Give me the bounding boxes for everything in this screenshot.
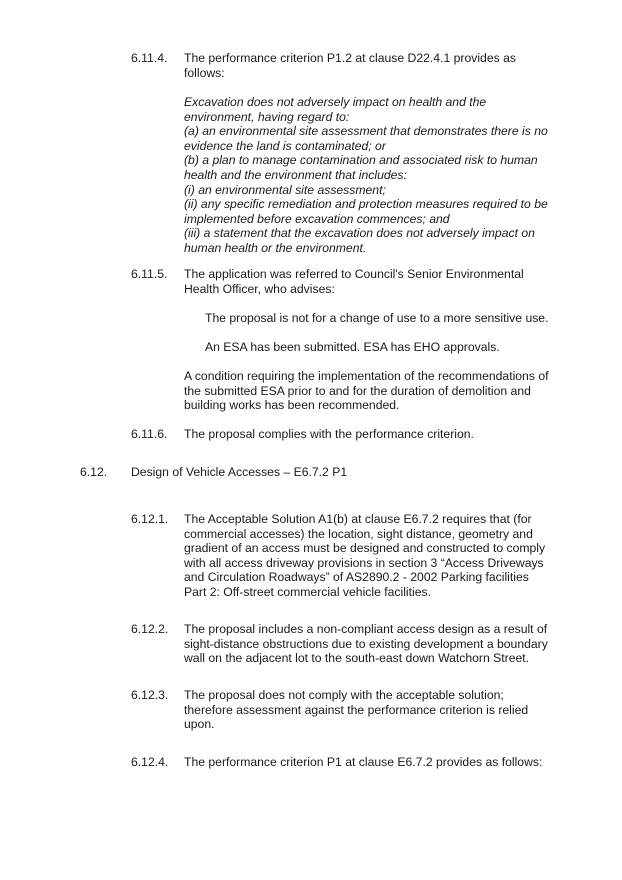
text-line: The Acceptable Solution A1(b) at clause E6.7.2 requires that (for [184, 512, 532, 526]
quoted-criterion-d22 [184, 95, 564, 256]
paragraph-number-6-12-4: 6.12.4. [131, 755, 169, 769]
quote-line: evidence the land is contaminated; or [184, 138, 386, 153]
quote-line: (i) an environmental site assessment; [184, 182, 386, 197]
quote-line: (iii) a statement that the excavation does not adversely impact on [184, 226, 535, 241]
text-line: commercial accesses) the location, sight distance, geometry and [184, 526, 533, 541]
paragraph-6-11-4 [184, 51, 564, 80]
text-line: wall on the adjacent lot to the south-east down Watchorn Street. [184, 651, 530, 666]
text-line: Health Officer, who advises: [184, 281, 335, 296]
text-line: The proposal does not comply with the acceptable solution; [184, 688, 504, 702]
paragraph-6-11-5 [184, 267, 564, 296]
paragraph-number-6-12-3: 6.12.3. [131, 688, 169, 702]
quote-line: (a) an environmental site assessment that demonstrates there is no [184, 124, 548, 139]
text-line: and Circulation Roadways” of AS2890.2 - 2002 Parking facilities [184, 570, 529, 585]
quote-line: environment, having regard to: [184, 109, 350, 124]
quote-line: implemented before excavation commences; and [184, 211, 450, 226]
paragraph-6-12-1 [184, 512, 564, 600]
condition-paragraph [184, 369, 564, 413]
paragraph-6-12-2 [184, 622, 564, 666]
text-line: building works has been recommended. [184, 398, 400, 413]
text-line: with all access driveway provisions in section 3 “Access Driveways [184, 555, 544, 570]
text-line: sight-distance obstructions due to existing development a boundary [184, 636, 548, 651]
section-number-6-12: 6.12. [80, 465, 108, 479]
paragraph-6-12-4 [184, 755, 564, 770]
quote-line: (b) a plan to manage contamination and associated risk to human [184, 153, 538, 168]
text-line: Part 2: Off-street commercial vehicle facilities. [184, 584, 431, 599]
text-line: The proposal includes a non-compliant access design as a result of [184, 622, 548, 636]
eho-advice-2: An ESA has been submitted. ESA has EHO approvals. [205, 340, 500, 354]
text-line: The performance criterion P1.2 at clause D22.4.1 provides as [184, 51, 516, 65]
quote-line: Excavation does not adversely impact on health and the [184, 95, 487, 109]
paragraph-number-6-12-2: 6.12.2. [131, 622, 169, 636]
text-line: gradient of an access must be designed and constructed to comply [184, 541, 546, 556]
section-title: Design of Vehicle Accesses – E6.7.2 P1 [131, 465, 348, 479]
text-line: upon. [184, 717, 215, 732]
paragraph-number-6-11-4: 6.11.4. [131, 51, 168, 65]
quote-line: health and the environment that includes: [184, 167, 407, 182]
paragraph-6-11-6 [184, 427, 564, 442]
paragraph-number-6-11-5: 6.11.5. [131, 267, 168, 281]
quote-line: human health or the environment. [184, 240, 367, 255]
text-line: A condition requiring the implementation of the recommendations of [184, 369, 549, 383]
text-line: The application was referred to Council's Senior Environmental [184, 267, 524, 281]
paragraph-number-6-12-1: 6.12.1. [131, 512, 169, 526]
text-line: The performance criterion P1 at clause E6.7.2 provides as follows: [184, 755, 543, 769]
text-line: the submitted ESA prior to and for the duration of demolition and [184, 383, 531, 398]
quote-line: (ii) any specific remediation and protection measures required to be [184, 197, 548, 212]
paragraph-number-6-11-6: 6.11.6. [131, 427, 168, 441]
text-line: therefore assessment against the performance criterion is relied [184, 702, 529, 717]
text-line: follows: [184, 65, 225, 80]
text-line: The proposal complies with the performance criterion. [184, 427, 474, 441]
eho-advice-1: The proposal is not for a change of use to a more sensitive use. [205, 311, 549, 325]
paragraph-6-12-3 [184, 688, 564, 732]
